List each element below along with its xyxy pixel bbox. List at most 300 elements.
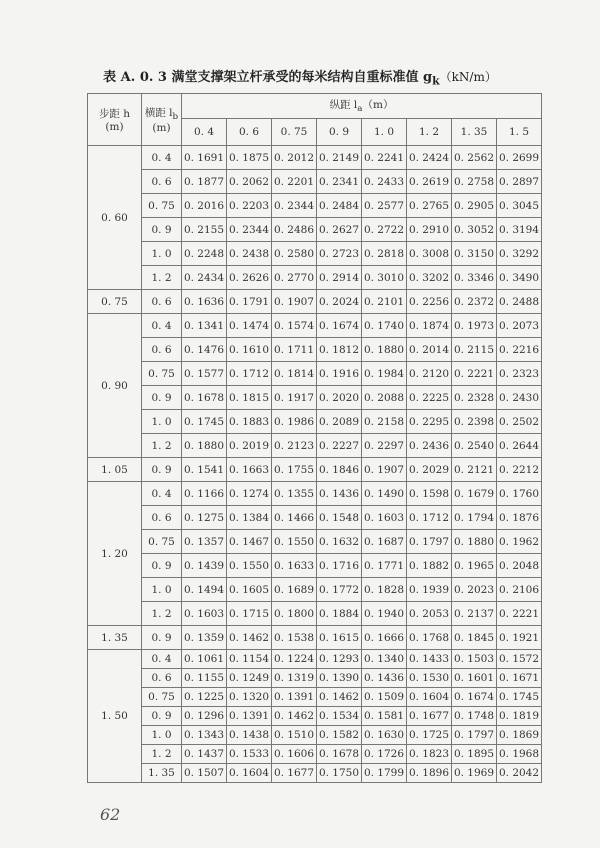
value-cell: 0. 1605 — [227, 578, 272, 602]
value-cell: 0. 2158 — [362, 410, 407, 434]
value-cell: 0. 2137 — [452, 602, 497, 626]
table-row — [88, 362, 542, 386]
table-row — [88, 482, 542, 506]
value-cell: 0. 1503 — [452, 650, 497, 669]
transverse-header — [142, 94, 182, 146]
value-cell: 0. 1601 — [452, 669, 497, 688]
transverse-cell: 0. 9 — [142, 626, 182, 650]
transverse-cell: 0. 9 — [142, 707, 182, 726]
la-header-cell: 1. 2 — [407, 119, 452, 146]
value-cell: 0. 1433 — [407, 650, 452, 669]
value-cell: 0. 1883 — [227, 410, 272, 434]
table-title-subscript: k — [432, 74, 440, 88]
value-cell: 0. 2341 — [317, 170, 362, 194]
value-cell: 0. 2042 — [497, 764, 542, 783]
value-cell: 0. 1340 — [362, 650, 407, 669]
value-cell: 0. 2016 — [182, 194, 227, 218]
value-cell: 0. 1384 — [227, 506, 272, 530]
transverse-cell: 1. 2 — [142, 745, 182, 764]
value-cell: 0. 2758 — [452, 170, 497, 194]
value-cell: 0. 1296 — [182, 707, 227, 726]
value-cell: 0. 2722 — [362, 218, 407, 242]
value-cell: 0. 3008 — [407, 242, 452, 266]
step-header-label: 步距 h — [98, 108, 131, 120]
transverse-cell: 1. 0 — [142, 578, 182, 602]
self-weight-table — [87, 93, 542, 783]
value-cell: 0. 2297 — [362, 434, 407, 458]
transverse-cell: 0. 6 — [142, 669, 182, 688]
value-cell: 0. 1391 — [227, 707, 272, 726]
transverse-cell: 0. 4 — [142, 650, 182, 669]
value-cell: 0. 1768 — [407, 626, 452, 650]
page-number: 62 — [100, 805, 121, 824]
transverse-cell: 0. 6 — [142, 290, 182, 314]
value-cell: 0. 2897 — [497, 170, 542, 194]
table-row — [88, 530, 542, 554]
value-cell: 0. 1509 — [362, 688, 407, 707]
value-cell: 0. 3045 — [497, 194, 542, 218]
value-cell: 0. 2053 — [407, 602, 452, 626]
value-cell: 0. 2248 — [182, 242, 227, 266]
value-cell: 0. 2580 — [272, 242, 317, 266]
value-cell: 0. 1815 — [227, 386, 272, 410]
value-cell: 0. 2765 — [407, 194, 452, 218]
transverse-header-label: 横距 l — [144, 106, 173, 119]
value-cell: 0. 1603 — [182, 602, 227, 626]
value-cell: 0. 1884 — [317, 602, 362, 626]
value-cell: 0. 1823 — [407, 745, 452, 764]
value-cell: 0. 1896 — [407, 764, 452, 783]
value-cell: 0. 2023 — [452, 578, 497, 602]
value-cell: 0. 1755 — [272, 458, 317, 482]
value-cell: 0. 1895 — [452, 745, 497, 764]
value-cell: 0. 1341 — [182, 314, 227, 338]
value-cell: 0. 3194 — [497, 218, 542, 242]
value-cell: 0. 2201 — [272, 170, 317, 194]
value-cell: 0. 1916 — [317, 362, 362, 386]
value-cell: 0. 1984 — [362, 362, 407, 386]
table-row — [88, 170, 542, 194]
value-cell: 0. 2619 — [407, 170, 452, 194]
value-cell: 0. 1969 — [452, 764, 497, 783]
value-cell: 0. 2344 — [272, 194, 317, 218]
value-cell: 0. 2203 — [227, 194, 272, 218]
step-cell: 1. 35 — [88, 626, 142, 650]
value-cell: 0. 2323 — [497, 362, 542, 386]
transverse-header-unit: (m) — [152, 122, 171, 135]
value-cell: 0. 1973 — [452, 314, 497, 338]
value-cell: 0. 3052 — [452, 218, 497, 242]
value-cell: 0. 1748 — [452, 707, 497, 726]
value-cell: 0. 1474 — [227, 314, 272, 338]
table-title-main: 表 A. 0. 3 满堂支撑架立杆承受的每米结构自重标准值 g — [103, 70, 433, 85]
la-header-cell: 1. 5 — [497, 119, 542, 146]
value-cell: 0. 2149 — [317, 146, 362, 170]
longitudinal-header-label: 纵距 l — [329, 99, 358, 112]
value-cell: 0. 1678 — [182, 386, 227, 410]
value-cell: 0. 2221 — [497, 602, 542, 626]
value-cell: 0. 1880 — [182, 434, 227, 458]
transverse-cell: 0. 4 — [142, 314, 182, 338]
value-cell: 0. 2436 — [407, 434, 452, 458]
table-row — [88, 290, 542, 314]
step-cell: 1. 05 — [88, 458, 142, 482]
value-cell: 0. 1319 — [272, 669, 317, 688]
value-cell: 0. 2430 — [497, 386, 542, 410]
table-row — [88, 266, 542, 290]
value-cell: 0. 1921 — [497, 626, 542, 650]
value-cell: 0. 1799 — [362, 764, 407, 783]
value-cell: 0. 2433 — [362, 170, 407, 194]
value-cell: 0. 1874 — [407, 314, 452, 338]
transverse-cell: 0. 75 — [142, 194, 182, 218]
la-header-cell: 1. 35 — [452, 119, 497, 146]
value-cell: 0. 1671 — [497, 669, 542, 688]
value-cell: 0. 1534 — [317, 707, 362, 726]
value-cell: 0. 1462 — [272, 707, 317, 726]
transverse-cell: 1. 0 — [142, 242, 182, 266]
value-cell: 0. 1797 — [452, 726, 497, 745]
value-cell: 0. 1582 — [317, 726, 362, 745]
value-cell: 0. 2438 — [227, 242, 272, 266]
value-cell: 0. 1968 — [497, 745, 542, 764]
value-cell: 0. 1275 — [182, 506, 227, 530]
table-row — [88, 242, 542, 266]
value-cell: 0. 2770 — [272, 266, 317, 290]
value-cell: 0. 1828 — [362, 578, 407, 602]
value-cell: 0. 1550 — [272, 530, 317, 554]
value-cell: 0. 2121 — [452, 458, 497, 482]
table-row — [88, 626, 542, 650]
value-cell: 0. 2106 — [497, 578, 542, 602]
table-row — [88, 707, 542, 726]
value-cell: 0. 1772 — [317, 578, 362, 602]
value-cell: 0. 1390 — [317, 669, 362, 688]
value-cell: 0. 2212 — [497, 458, 542, 482]
value-cell: 0. 1604 — [227, 764, 272, 783]
value-cell: 0. 1771 — [362, 554, 407, 578]
value-cell: 0. 2295 — [407, 410, 452, 434]
value-cell: 0. 1225 — [182, 688, 227, 707]
value-cell: 0. 2910 — [407, 218, 452, 242]
transverse-cell: 1. 0 — [142, 410, 182, 434]
transverse-cell: 1. 2 — [142, 266, 182, 290]
value-cell: 0. 1510 — [272, 726, 317, 745]
la-header-cell: 0. 4 — [182, 119, 227, 146]
value-cell: 0. 1797 — [407, 530, 452, 554]
value-cell: 0. 1745 — [497, 688, 542, 707]
value-cell: 0. 2434 — [182, 266, 227, 290]
value-cell: 0. 1716 — [317, 554, 362, 578]
value-cell: 0. 2256 — [407, 290, 452, 314]
table-row — [88, 726, 542, 745]
value-cell: 0. 1154 — [227, 650, 272, 669]
value-cell: 0. 1541 — [182, 458, 227, 482]
value-cell: 0. 1615 — [317, 626, 362, 650]
longitudinal-header — [182, 94, 542, 119]
table-body — [88, 146, 542, 783]
value-cell: 0. 1436 — [317, 482, 362, 506]
value-cell: 0. 1760 — [497, 482, 542, 506]
value-cell: 0. 1907 — [272, 290, 317, 314]
value-cell: 0. 2484 — [317, 194, 362, 218]
value-cell: 0. 1355 — [272, 482, 317, 506]
value-cell: 0. 2626 — [227, 266, 272, 290]
transverse-cell: 0. 75 — [142, 530, 182, 554]
value-cell: 0. 1507 — [182, 764, 227, 783]
value-cell: 0. 1965 — [452, 554, 497, 578]
la-header-cell: 0. 9 — [317, 119, 362, 146]
value-cell: 0. 1572 — [497, 650, 542, 669]
value-cell: 0. 2818 — [362, 242, 407, 266]
value-cell: 0. 1467 — [227, 530, 272, 554]
value-cell: 0. 1633 — [272, 554, 317, 578]
value-cell: 0. 1845 — [452, 626, 497, 650]
value-cell: 0. 1877 — [182, 170, 227, 194]
value-cell: 0. 1687 — [362, 530, 407, 554]
value-cell: 0. 3490 — [497, 266, 542, 290]
value-cell: 0. 3292 — [497, 242, 542, 266]
value-cell: 0. 1061 — [182, 650, 227, 669]
table-row — [88, 506, 542, 530]
value-cell: 0. 2216 — [497, 338, 542, 362]
value-cell: 0. 1666 — [362, 626, 407, 650]
value-cell: 0. 2905 — [452, 194, 497, 218]
table-row — [88, 194, 542, 218]
value-cell: 0. 2024 — [317, 290, 362, 314]
value-cell: 0. 1678 — [317, 745, 362, 764]
step-cell: 1. 20 — [88, 482, 142, 626]
step-cell: 0. 75 — [88, 290, 142, 314]
table-row — [88, 314, 542, 338]
value-cell: 0. 2019 — [227, 434, 272, 458]
transverse-cell: 0. 9 — [142, 218, 182, 242]
value-cell: 0. 1691 — [182, 146, 227, 170]
value-cell: 0. 2073 — [497, 314, 542, 338]
value-cell: 0. 1320 — [227, 688, 272, 707]
value-cell: 0. 1548 — [317, 506, 362, 530]
value-cell: 0. 1986 — [272, 410, 317, 434]
value-cell: 0. 2062 — [227, 170, 272, 194]
value-cell: 0. 1962 — [497, 530, 542, 554]
value-cell: 0. 1674 — [317, 314, 362, 338]
step-header — [88, 94, 142, 146]
transverse-cell: 0. 9 — [142, 554, 182, 578]
value-cell: 0. 1814 — [272, 362, 317, 386]
value-cell: 0. 1917 — [272, 386, 317, 410]
value-cell: 0. 2014 — [407, 338, 452, 362]
value-cell: 0. 2115 — [452, 338, 497, 362]
longitudinal-header-unit: （m） — [362, 99, 394, 112]
value-cell: 0. 2699 — [497, 146, 542, 170]
value-cell: 0. 2502 — [497, 410, 542, 434]
value-cell: 0. 2914 — [317, 266, 362, 290]
la-header-cell: 0. 6 — [227, 119, 272, 146]
value-cell: 0. 1636 — [182, 290, 227, 314]
value-cell: 0. 1880 — [452, 530, 497, 554]
value-cell: 0. 2627 — [317, 218, 362, 242]
value-cell: 0. 1610 — [227, 338, 272, 362]
transverse-cell: 0. 6 — [142, 338, 182, 362]
table-row — [88, 218, 542, 242]
value-cell: 0. 2486 — [272, 218, 317, 242]
table-row — [88, 669, 542, 688]
value-cell: 0. 1726 — [362, 745, 407, 764]
table-row — [88, 602, 542, 626]
value-cell: 0. 1750 — [317, 764, 362, 783]
value-cell: 0. 1359 — [182, 626, 227, 650]
value-cell: 0. 1812 — [317, 338, 362, 362]
transverse-cell: 0. 4 — [142, 146, 182, 170]
table-row — [88, 386, 542, 410]
value-cell: 0. 1438 — [227, 726, 272, 745]
value-cell: 0. 2101 — [362, 290, 407, 314]
value-cell: 0. 1439 — [182, 554, 227, 578]
value-cell: 0. 1462 — [227, 626, 272, 650]
value-cell: 0. 1907 — [362, 458, 407, 482]
value-cell: 0. 1880 — [362, 338, 407, 362]
transverse-cell: 1. 35 — [142, 764, 182, 783]
transverse-cell: 0. 6 — [142, 506, 182, 530]
transverse-header-sub: b — [172, 112, 179, 123]
value-cell: 0. 1711 — [272, 338, 317, 362]
value-cell: 0. 1630 — [362, 726, 407, 745]
value-cell: 0. 2120 — [407, 362, 452, 386]
value-cell: 0. 1391 — [272, 688, 317, 707]
value-cell: 0. 1939 — [407, 578, 452, 602]
value-cell: 0. 2241 — [362, 146, 407, 170]
value-cell: 0. 2029 — [407, 458, 452, 482]
value-cell: 0. 1677 — [407, 707, 452, 726]
value-cell: 0. 2372 — [452, 290, 497, 314]
value-cell: 0. 2088 — [362, 386, 407, 410]
step-header-unit: (m) — [105, 121, 124, 133]
table-row — [88, 688, 542, 707]
value-cell: 0. 3346 — [452, 266, 497, 290]
value-cell: 0. 1740 — [362, 314, 407, 338]
value-cell: 0. 1846 — [317, 458, 362, 482]
table-title — [0, 66, 600, 88]
la-header-cell: 1. 0 — [362, 119, 407, 146]
value-cell: 0. 1869 — [497, 726, 542, 745]
value-cell: 0. 1581 — [362, 707, 407, 726]
value-cell: 0. 1603 — [362, 506, 407, 530]
transverse-cell: 1. 0 — [142, 726, 182, 745]
value-cell: 0. 1466 — [272, 506, 317, 530]
value-cell: 0. 1436 — [362, 669, 407, 688]
value-cell: 0. 1604 — [407, 688, 452, 707]
table-row — [88, 338, 542, 362]
value-cell: 0. 1550 — [227, 554, 272, 578]
value-cell: 0. 1875 — [227, 146, 272, 170]
value-cell: 0. 1725 — [407, 726, 452, 745]
transverse-cell: 1. 2 — [142, 434, 182, 458]
value-cell: 0. 1357 — [182, 530, 227, 554]
value-cell: 0. 2577 — [362, 194, 407, 218]
step-cell: 0. 90 — [88, 314, 142, 458]
transverse-cell: 0. 4 — [142, 482, 182, 506]
longitudinal-header-sub: a — [357, 104, 363, 115]
value-cell: 0. 1819 — [497, 707, 542, 726]
value-cell: 0. 2562 — [452, 146, 497, 170]
value-cell: 0. 1494 — [182, 578, 227, 602]
value-cell: 0. 2540 — [452, 434, 497, 458]
transverse-cell: 0. 9 — [142, 458, 182, 482]
table-row — [88, 578, 542, 602]
transverse-cell: 0. 9 — [142, 386, 182, 410]
value-cell: 0. 1538 — [272, 626, 317, 650]
value-cell: 0. 3202 — [407, 266, 452, 290]
table-row — [88, 745, 542, 764]
value-cell: 0. 3010 — [362, 266, 407, 290]
value-cell: 0. 1674 — [452, 688, 497, 707]
value-cell: 0. 1632 — [317, 530, 362, 554]
table-row — [88, 146, 542, 170]
value-cell: 0. 2020 — [317, 386, 362, 410]
value-cell: 0. 2089 — [317, 410, 362, 434]
transverse-cell: 0. 6 — [142, 170, 182, 194]
value-cell: 0. 1530 — [407, 669, 452, 688]
value-cell: 0. 1155 — [182, 669, 227, 688]
value-cell: 0. 2048 — [497, 554, 542, 578]
table-row — [88, 458, 542, 482]
table-title-unit: （kN/m） — [439, 70, 497, 84]
header-row-1 — [88, 94, 542, 119]
value-cell: 0. 1876 — [497, 506, 542, 530]
value-cell: 0. 2398 — [452, 410, 497, 434]
value-cell: 0. 1940 — [362, 602, 407, 626]
value-cell: 0. 1533 — [227, 745, 272, 764]
value-cell: 0. 1249 — [227, 669, 272, 688]
value-cell: 0. 1689 — [272, 578, 317, 602]
table-row — [88, 554, 542, 578]
table-row — [88, 410, 542, 434]
table-row — [88, 434, 542, 458]
value-cell: 0. 1800 — [272, 602, 317, 626]
value-cell: 0. 1606 — [272, 745, 317, 764]
value-cell: 0. 1745 — [182, 410, 227, 434]
value-cell: 0. 1293 — [317, 650, 362, 669]
value-cell: 0. 1577 — [182, 362, 227, 386]
transverse-cell: 0. 75 — [142, 688, 182, 707]
value-cell: 0. 2344 — [227, 218, 272, 242]
value-cell: 0. 3150 — [452, 242, 497, 266]
value-cell: 0. 1343 — [182, 726, 227, 745]
value-cell: 0. 1476 — [182, 338, 227, 362]
step-cell: 1. 50 — [88, 650, 142, 783]
value-cell: 0. 1663 — [227, 458, 272, 482]
value-cell: 0. 1490 — [362, 482, 407, 506]
transverse-cell: 0. 75 — [142, 362, 182, 386]
value-cell: 0. 1462 — [317, 688, 362, 707]
table-row — [88, 764, 542, 783]
value-cell: 0. 2227 — [317, 434, 362, 458]
value-cell: 0. 2424 — [407, 146, 452, 170]
value-cell: 0. 2221 — [452, 362, 497, 386]
value-cell: 0. 1574 — [272, 314, 317, 338]
value-cell: 0. 2012 — [272, 146, 317, 170]
value-cell: 0. 1677 — [272, 764, 317, 783]
value-cell: 0. 1715 — [227, 602, 272, 626]
value-cell: 0. 1224 — [272, 650, 317, 669]
value-cell: 0. 2155 — [182, 218, 227, 242]
transverse-cell: 1. 2 — [142, 602, 182, 626]
value-cell: 0. 1679 — [452, 482, 497, 506]
value-cell: 0. 1437 — [182, 745, 227, 764]
value-cell: 0. 1166 — [182, 482, 227, 506]
value-cell: 0. 1791 — [227, 290, 272, 314]
value-cell: 0. 1598 — [407, 482, 452, 506]
